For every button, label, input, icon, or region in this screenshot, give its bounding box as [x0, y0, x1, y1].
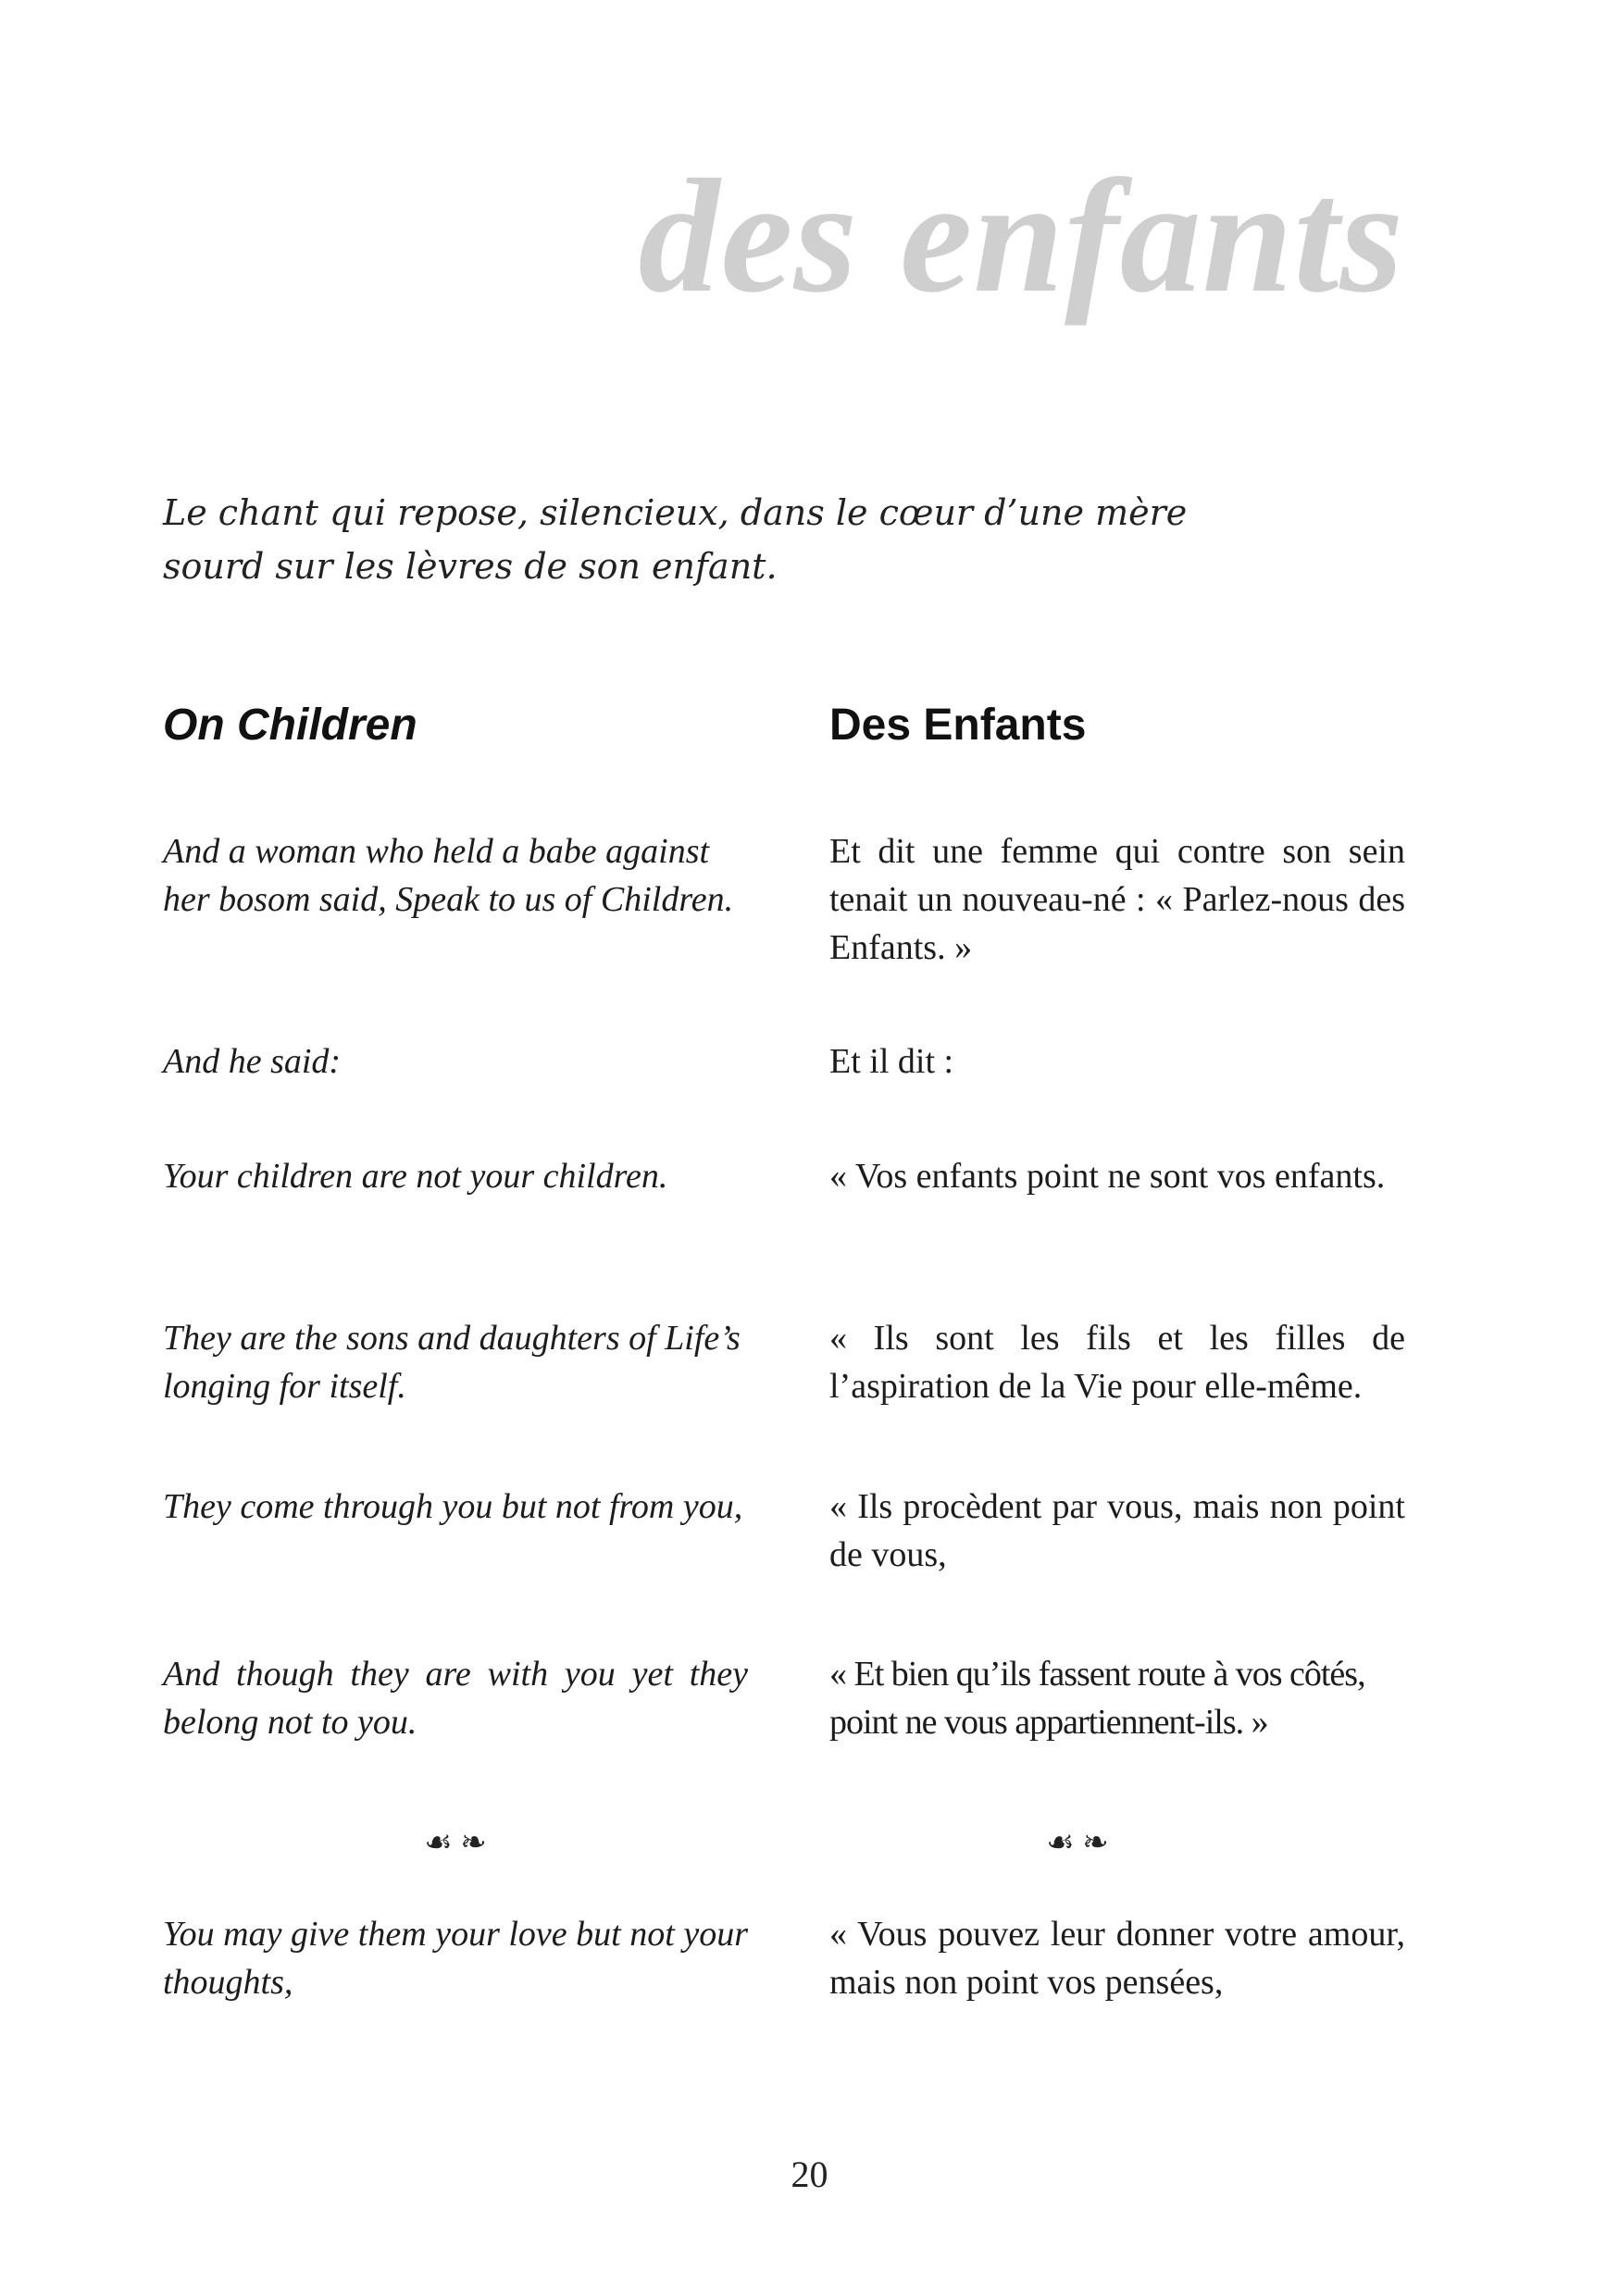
french-ornament: ☙ ❧ [1046, 1826, 1109, 1860]
french-verse-1: Et dit une femme qui contre son sein tenait un nouveau-né : « Parlez-nous des Enfants. » [829, 832, 1405, 967]
epigraph-line-2: sourd sur les lèvres de son enfant. [163, 546, 778, 587]
epigraph [163, 486, 1274, 593]
french-verse-5: « Ils procèdent par vous, mais non point de vous, [829, 1487, 1405, 1574]
french-verse-7: « Vous pouvez leur donner votre amour, mais non point vos pensées, [829, 1915, 1405, 2002]
english-heading: On Children [163, 701, 417, 750]
chapter-title: des enfants [638, 146, 1404, 327]
page-number: 20 [791, 2153, 828, 2195]
french-verse-2: Et il dit : [829, 1042, 954, 1081]
english-verse-3: Your children are not your children. [163, 1157, 668, 1196]
french-verse-3: « Vos enfants point ne sont vos enfants. [829, 1157, 1386, 1196]
english-verse-4: They are the sons and daughters of Life’s longing for itself. [163, 1319, 741, 1406]
english-verse-1: And a woman who held a babe against her bosom said, Speak to us of Children. [163, 832, 734, 919]
french-verse-4: « Ils sont les fils et les filles de l’aspiration de la Vie pour elle-même. [829, 1319, 1405, 1406]
english-verse-6: And though they are with you yet they belong not to you. [163, 1655, 748, 1742]
french-heading: Des Enfants [829, 701, 1087, 750]
english-ornament: ☙ ❧ [424, 1826, 487, 1860]
english-verse-2: And he said: [163, 1042, 342, 1081]
french-verse-6: « Et bien qu’ils fassent route à vos côtés, point ne vous appartiennent-ils. » [829, 1655, 1365, 1742]
english-verse-7: You may give them your love but not your thoughts, [163, 1915, 748, 2002]
epigraph-line-1: Le chant qui repose, silencieux, dans le cœur d’une mère [163, 492, 1188, 533]
english-verse-5: They come through you but not from you, [163, 1487, 743, 1526]
